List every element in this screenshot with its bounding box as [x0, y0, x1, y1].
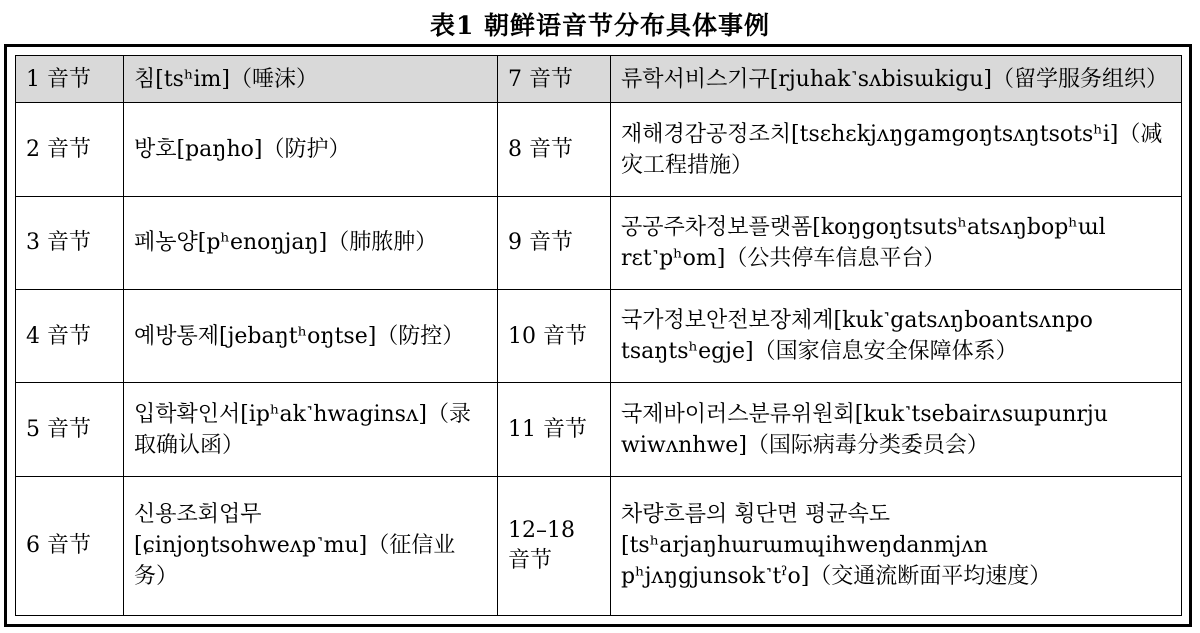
- syllable-table: [15, 55, 1182, 616]
- table-row: [16, 383, 1182, 476]
- example-cell: 국제바이러스분류위원회[kuk˺tsebairʌsɯpunrju wiwʌnhwe]（国际病毒分类委员会）: [611, 383, 1182, 476]
- table-row: [16, 476, 1182, 615]
- syllable-count-cell: 7 音节: [498, 56, 611, 103]
- syllable-count-cell: 9 音节: [498, 196, 611, 289]
- syllable-count-cell: 1 音节: [16, 56, 124, 103]
- example-cell: 방호[paŋho]（防护）: [124, 103, 498, 196]
- example-cell: 예방통제[jebaŋtʰoŋtse]（防控）: [124, 290, 498, 383]
- table-frame: [4, 44, 1192, 627]
- example-cell: 입학확인서[ipʰak˺hwaginsʌ]（录取确认函）: [124, 383, 498, 476]
- syllable-count-cell: 6 音节: [16, 476, 124, 615]
- example-cell: 류학서비스기구[rjuhak˺sʌbisɯkigu]（留学服务组织）: [611, 56, 1182, 103]
- example-cell: 침[tsʰim]（唾沫）: [124, 56, 498, 103]
- syllable-count-cell: 4 音节: [16, 290, 124, 383]
- syllable-count-cell: 11 音节: [498, 383, 611, 476]
- table-row: [16, 56, 1182, 103]
- syllable-count-cell: 2 音节: [16, 103, 124, 196]
- table-row: [16, 103, 1182, 196]
- table-row: [16, 196, 1182, 289]
- syllable-count-cell: 10 音节: [498, 290, 611, 383]
- example-cell: 공공주차정보플랫폼[koŋgoŋtsutsʰatsʌŋbopʰɯl rɛt˺pʰom]（公共停车信息平台）: [611, 196, 1182, 289]
- table-caption: 表1 朝鲜语音节分布具体事例: [429, 11, 771, 40]
- syllable-count-cell: 5 音节: [16, 383, 124, 476]
- example-cell: 페농양[pʰenoŋjaŋ]（肺脓肿）: [124, 196, 498, 289]
- syllable-count-cell: 3 音节: [16, 196, 124, 289]
- syllable-count-cell: 8 音节: [498, 103, 611, 196]
- syllable-count-cell: 12–18 音节: [498, 476, 611, 615]
- example-cell: 차량흐름의 횡단면 평균속도[tsʰarjaŋhɯrɯmɰihweŋdanmjʌn pʰjʌŋgjunsok˺tˀo]（交通流断面平均速度）: [611, 476, 1182, 615]
- example-cell: 국가정보안전보장체계[kuk˺gatsʌŋboantsʌnpo tsaŋtsʰegje]（国家信息安全保障体系）: [611, 290, 1182, 383]
- example-cell: 신용조회업무[ɕinjoŋtsohweʌp˺mu]（征信业务）: [124, 476, 498, 615]
- example-cell: 재해경감공정조치[tsɛhɛkjʌŋgamgoŋtsʌŋtsotsʰi]（减灾工程措施）: [611, 103, 1182, 196]
- table-row: [16, 290, 1182, 383]
